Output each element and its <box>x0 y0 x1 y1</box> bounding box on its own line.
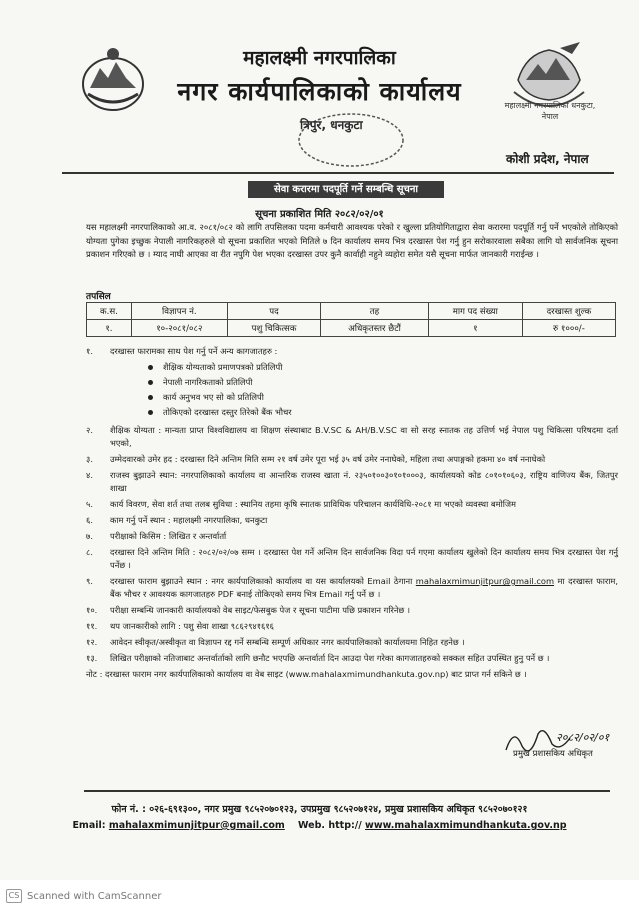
sub-item-text: कार्य अनुभव भए सो को प्रतिलिपी <box>163 392 264 402</box>
table-row <box>87 320 616 337</box>
email-link[interactable]: mahalaxmimunjitpur@gmail.com <box>415 576 555 586</box>
list-item <box>86 469 618 495</box>
org-name: महालक्ष्मी नगरपालिका <box>243 47 396 69</box>
item-text: उम्मेदवारको उमेर हद : दरखास्त दिने अन्तिम मिति सम्म २१ वर्ष उमेर पूरा भई ३५ वर्ष उमेर ननाघेको, महिला तथा अपाङ्गको हकमा ४० वर्ष ननाघेको <box>110 454 546 464</box>
stamp-text: त्रिपुर, धनकुटा <box>300 118 363 132</box>
sub-item-text: तोकिएको दरखास्त दस्तुर तिरेको बैंक भौचर <box>163 407 292 417</box>
sub-item <box>148 391 618 404</box>
sub-item <box>148 406 618 419</box>
col-header: दरखास्त शुल्क <box>522 303 615 320</box>
list-item <box>86 424 618 450</box>
camscanner-watermark <box>6 889 162 903</box>
list-item <box>86 620 618 633</box>
watermark-text: Scanned with CamScanner <box>27 890 162 902</box>
footer-phones: फोन नं. : ०२६-६९१३००, नगर प्रमुख ९८५२०७०१२३, उपप्रमुख ९८५२०७१२४, प्रमुख प्रशासकिय अधिकृत ९८५२०७०१२१ <box>111 804 528 815</box>
item-text: परीक्षाको किसिम : लिखित र अन्तर्वार्ता <box>110 531 227 541</box>
item-number: १. <box>86 346 93 356</box>
item-text: आवेदन स्वीकृत/अस्वीकृत वा विज्ञापन रद्द गर्ने सम्बन्धि सम्पूर्ण अधिकार नगर कार्यपालिकाको कार्यालयमा निहित रहनेछ । <box>110 637 465 647</box>
item-number: ९. <box>86 576 93 586</box>
footer-email-link[interactable]: mahalaxmimunjitpur@gmail.com <box>108 820 285 831</box>
table-cell: १०-२०८१/०८२ <box>131 320 227 337</box>
note <box>86 668 618 681</box>
item-number: १०. <box>86 605 98 615</box>
sub-item-text: शैक्षिक योग्यताको प्रमाणपत्रको प्रतिलिपी <box>163 362 283 372</box>
item-text: शैक्षिक योग्यता : मान्यता प्राप्त विश्वविद्यालय वा शिक्षण संस्थाबाट B.V.SC & AH/B.V.SC वा सो सरह स्नातक तह उत्तिर्ण भई नेपाल पशु चिकित्सा परिषदमा दर्ता भएको, <box>110 425 618 448</box>
list-item <box>86 546 618 572</box>
header-divider <box>62 172 614 174</box>
item-text: दरखास्त दिने अन्तिम मिति : २०८२/०२/०७ सम्म । दरखास्त पेश गर्ने अन्तिम दिन सार्वजनिक विदा पर्न गएमा कार्यालय खुलेको दिन कार्यालय समय भित्र दरखास्त पेश गर्नु पर्नेछ । <box>110 547 618 570</box>
list-item <box>86 453 618 466</box>
list-item <box>86 575 618 601</box>
col-header: पद <box>227 303 320 320</box>
col-header: विज्ञापन नं. <box>131 303 227 320</box>
table-cell: पशु चिकित्सक <box>227 320 320 337</box>
list-item <box>86 636 618 649</box>
col-header: माग पद संख्या <box>428 303 522 320</box>
bullet-icon <box>148 365 153 370</box>
signature-label: प्रमुख प्रशासकिय अधिकृत <box>513 749 593 759</box>
footer-contacts <box>0 820 639 831</box>
list-item <box>86 345 618 358</box>
published-date: सूचना प्रकाशित मिति २०८२/०२/०१ <box>255 209 384 220</box>
table-cell: १. <box>87 320 132 337</box>
sub-item <box>148 376 618 389</box>
web-label: Web. http:// <box>298 820 366 831</box>
table-cell: अधिकृतस्तर छैटौं <box>321 320 429 337</box>
list-item <box>86 514 618 527</box>
table-cell: १ <box>428 320 522 337</box>
logo-caption: महालक्ष्मी नगरपालिका धनकुटा, नेपाल <box>504 101 596 121</box>
signature-date: २०८२/०२/०१ <box>556 731 610 744</box>
item-text: दरखास्त फारामका साथ पेश गर्नु पर्ने अन्य कागजातहरु : <box>110 346 278 356</box>
office-name: नगर कार्यपालिकाको कार्यालय <box>177 77 462 106</box>
province: कोशी प्रदेश, नेपाल <box>506 152 589 166</box>
item-text-b: मा दरखास्त फाराम, बैंक भौचर र आवश्यक कागजातहरु PDF बनाई तोकिएको समय भित्र Email गर्नु पर्ने छ । <box>110 576 618 599</box>
item-number: ६. <box>86 515 93 525</box>
schedule-label: तपसिल <box>86 292 111 302</box>
item-number: १२. <box>86 637 98 647</box>
sub-item-text: नेपाली नागरिकताको प्रतिलिपी <box>163 377 253 387</box>
bullet-icon <box>148 380 153 385</box>
col-header: तह <box>321 303 429 320</box>
footer-web-link[interactable]: www.mahalaxmimundhankuta.gov.np <box>365 820 567 831</box>
table-cell: रु १०००/- <box>522 320 615 337</box>
bullet-icon <box>148 410 153 415</box>
item-text: लिखित परीक्षाको नतिजाबाट अन्तर्वार्ताको लागि छनौट भएपछि अन्तर्वार्ता दिन आउदा पेश गरेका कागजातहरुको सक्कल सहित उपस्थित हुनु पर्ने छ । <box>110 653 550 663</box>
camscanner-icon: CS <box>6 889 22 903</box>
item-text: कार्य विवरण, सेवा शर्त तथा तलब सुविधा : स्थानिय तहमा कृषि स्नातक प्राविधिक परिचालन कार्यविधि-२०८१ मा भएको व्यवस्था बमोजिम <box>110 499 517 509</box>
list-item <box>86 498 618 511</box>
intro-paragraph: यस महालक्ष्मी नगरपालिकाको आ.व. २०८१/०८२ को लागि तपसिलका पदमा कर्मचारी आवश्यक परेको र खुल्ला प्रतियोगिताद्वारा सेवा करारमा पदपूर्ति गर्नु पर्ने भएकोले तोकिएको योग्यता पुगेका इच्छुक नेपाली नागरिकहरुले यो सूचना प्रकाशित भएको मितिले ७ दिन कार्यालय समय भित्र दरखास्त पेश गर्नु हुन सरोकारवाला सबैका लागि यो सार्वजनिक सूचना प्रकाशन गरिएको छ । म्याद नाघी आएका वा रीत नपुगि पेश भएका दरखास्त उपर कुनै कार्वाही नहुने व्यहोरा समेत यसै सूचना मार्फत जानकारी गराईन्छ । <box>86 222 618 260</box>
item-text <box>110 575 618 601</box>
item-number: ४. <box>86 470 93 480</box>
item-number: ८. <box>86 547 93 557</box>
vacancy-table <box>86 302 616 337</box>
item-number: ११. <box>86 621 98 631</box>
item-number: १३. <box>86 653 98 663</box>
list-item <box>86 530 618 543</box>
item-number: ५. <box>86 499 93 509</box>
list-item <box>86 652 618 665</box>
table-header-row <box>87 303 616 320</box>
conditions-list <box>86 345 618 684</box>
item-text-a: दरखास्त फाराम बुझाउने स्थान : नगर कार्यपालिकाको कार्यालय वा यस कार्यालयको Email ठेगाना <box>110 576 416 586</box>
footer-divider <box>84 790 610 792</box>
item-number: ७. <box>86 531 93 541</box>
note-text: नोट : दरखास्त फाराम नगर कार्यपालिकाको कार्यालय वा वेब साइट (www.mahalaxmimundhankuta.gov.np) बाट प्राप्त गर्न सकिने छ । <box>86 669 527 679</box>
col-header: क.स. <box>87 303 132 320</box>
item-text: थप जानकारीको लागि : पशु सेवा शाखा ९८६२९४१६१६ <box>110 621 274 631</box>
sub-item <box>148 361 618 374</box>
item-text: राजस्व बुझाउने स्थान: नगरपालिकाको कार्यालय वा आन्तरिक राजस्व खाता नं. २३५०१००३०१०१०००३, कार्यालयको कोड ८०१०१०६०३, राष्ट्रिय वाणिज्य बैंक, जितपुर शाखा <box>110 470 618 493</box>
email-label: Email: <box>72 820 109 831</box>
item-number: ३. <box>86 454 93 464</box>
item-text: काम गर्नु पर्ने स्थान : महालक्ष्मी नगरपालिका, धनकुटा <box>110 515 268 525</box>
bullet-icon <box>148 395 153 400</box>
item-number: २. <box>86 425 93 435</box>
item-text: परीक्षा सम्बन्धि जानकारी कार्यालयको वेब साइट/फेसबुक पेज र सूचना पाटीमा पछि प्रकाशन गरिनेछ । <box>110 605 411 615</box>
notice-title: सेवा करारमा पदपूर्ति गर्ने सम्बन्धि सूचना <box>248 181 444 198</box>
list-item <box>86 604 618 617</box>
